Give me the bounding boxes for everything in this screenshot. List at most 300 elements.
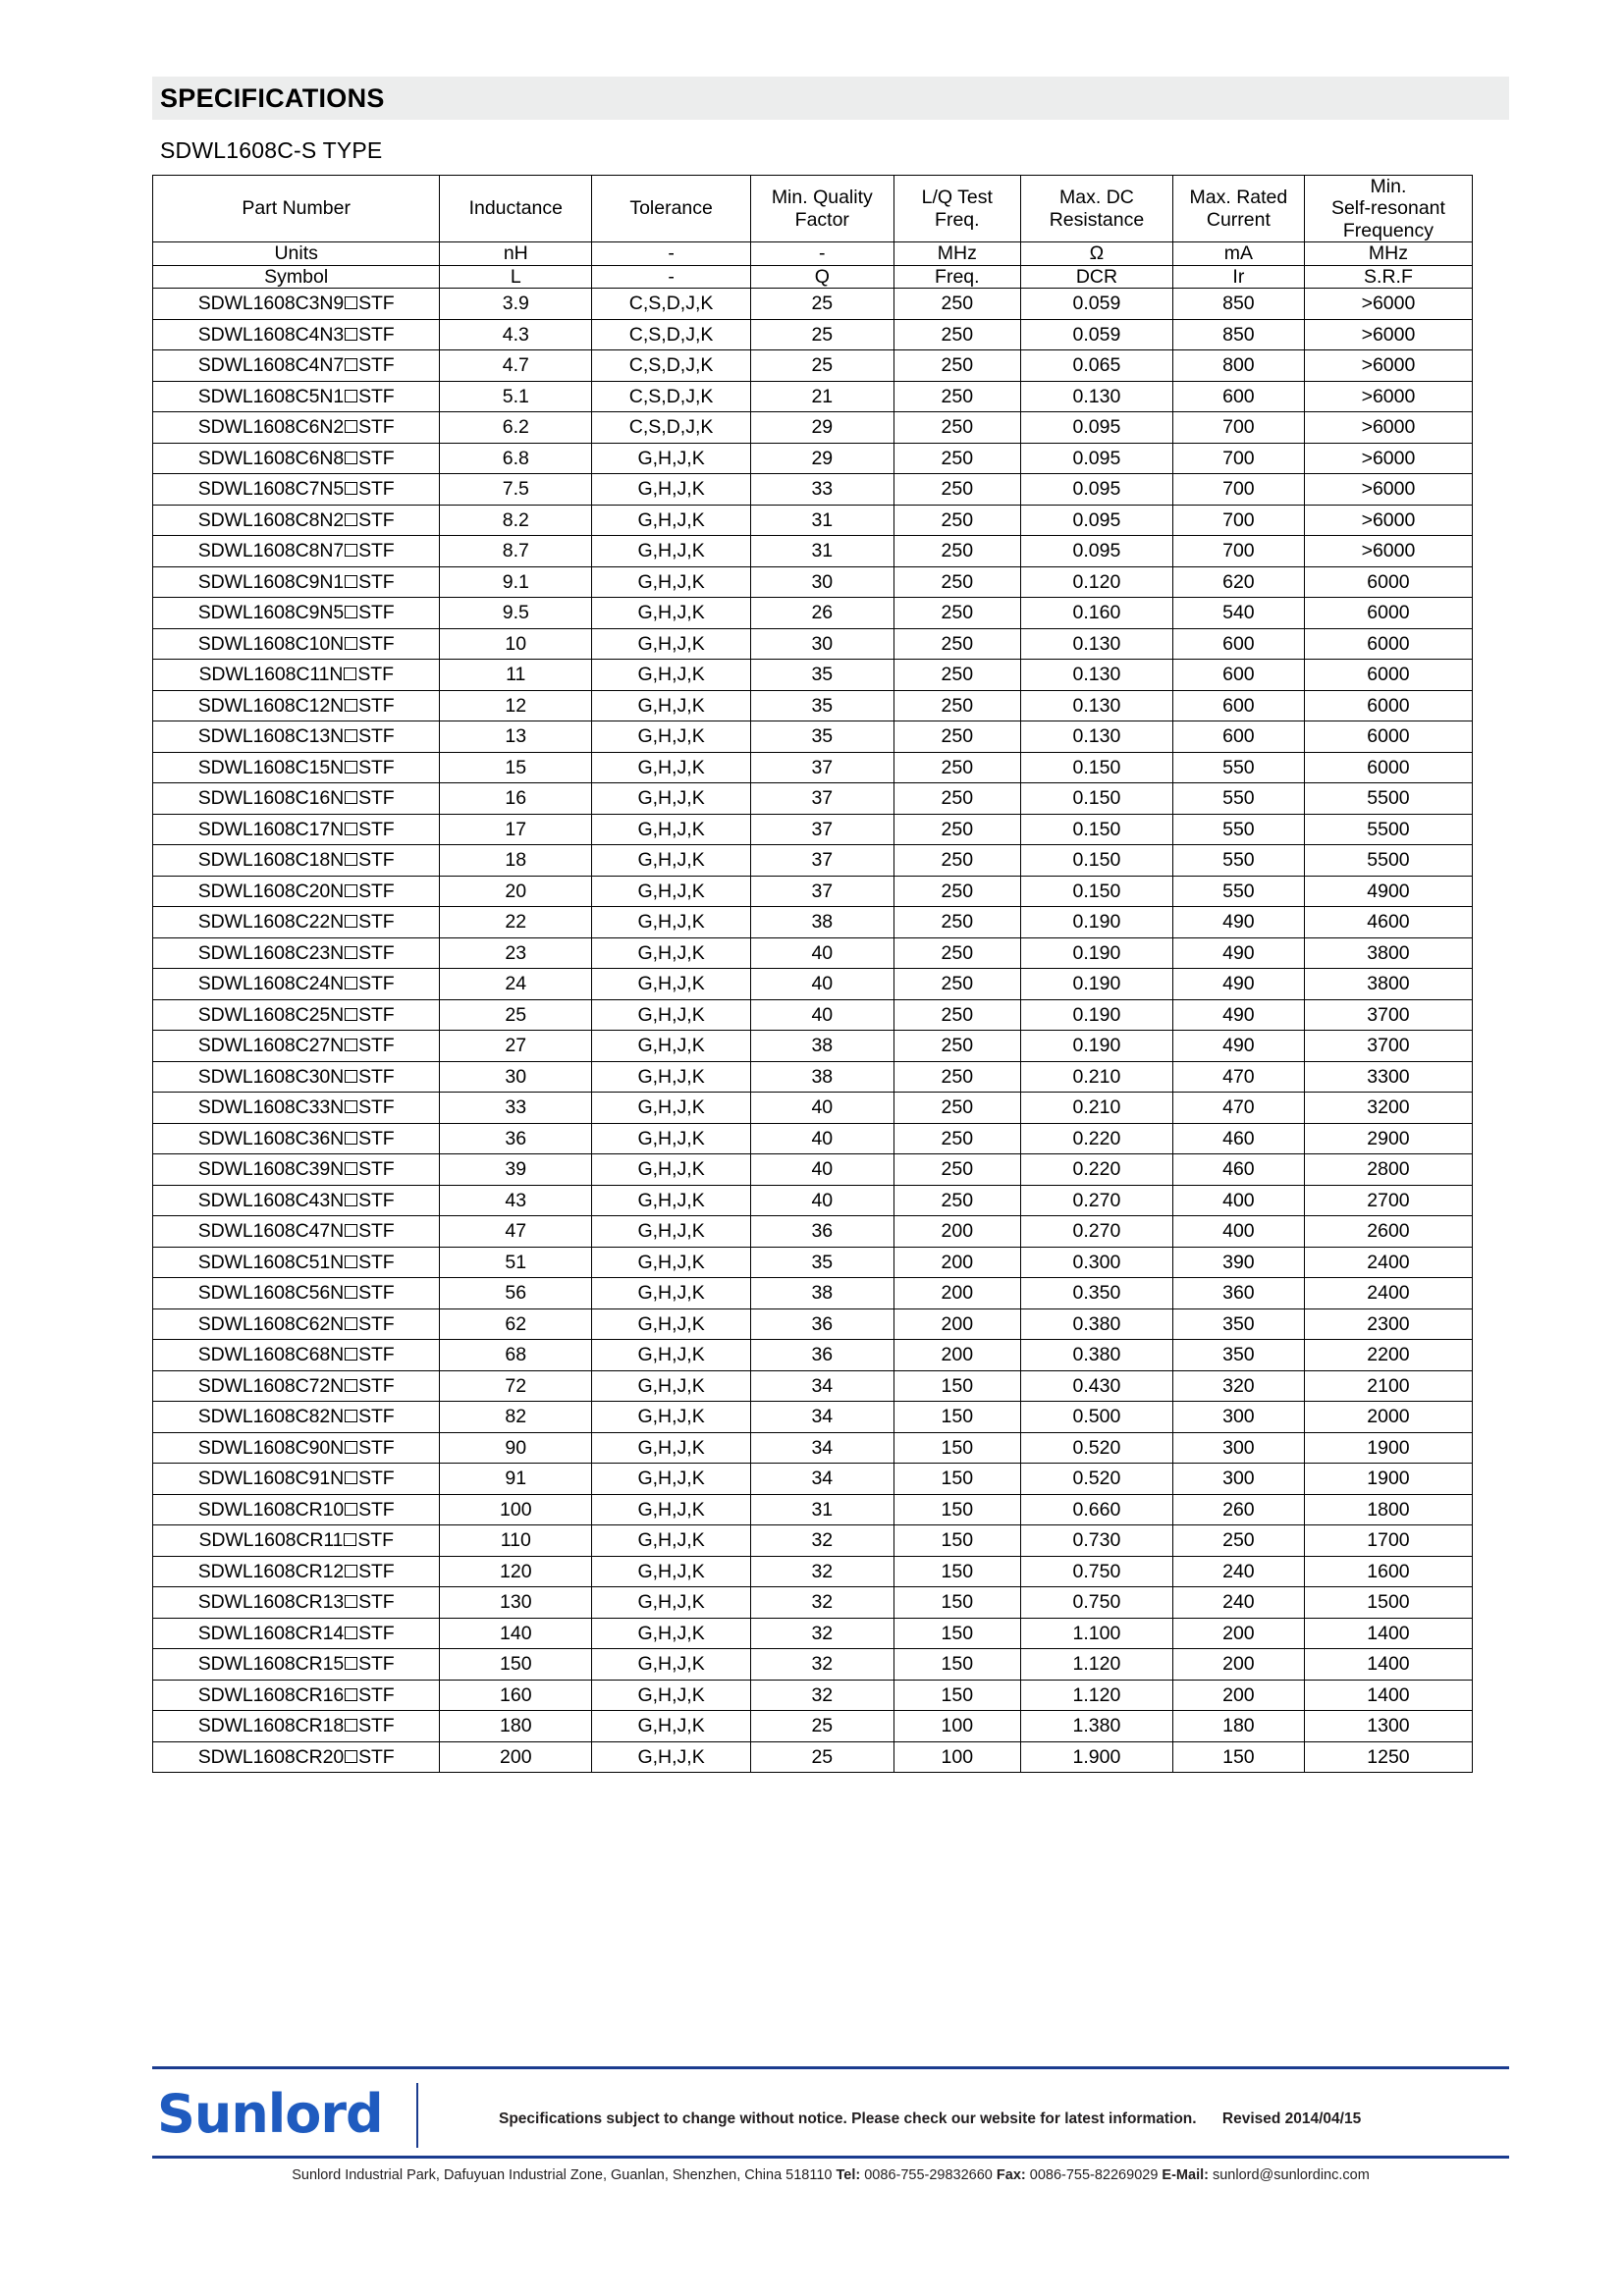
cell-quality-factor: 40 — [750, 1123, 893, 1154]
cell-part-number — [153, 1340, 440, 1371]
footer-disclaimer-text: Specifications subject to change without notice. Please check our website for latest information. — [499, 2110, 1197, 2127]
cell-inductance: 39 — [440, 1154, 592, 1186]
cell-self-resonant-freq: 6000 — [1304, 566, 1472, 598]
cell-test-freq: 250 — [893, 907, 1020, 938]
cell-self-resonant-freq: 6000 — [1304, 660, 1472, 691]
cell-rated-current: 470 — [1172, 1061, 1304, 1093]
cell-dc-resistance: 0.190 — [1021, 969, 1173, 1000]
cell-part-number — [153, 1123, 440, 1154]
cell-rated-current: 490 — [1172, 937, 1304, 969]
cell-quality-factor: 36 — [750, 1308, 893, 1340]
cell-rated-current: 300 — [1172, 1464, 1304, 1495]
cell-inductance: 27 — [440, 1031, 592, 1062]
table-row — [153, 1587, 1473, 1619]
tolerance-code-box-icon — [345, 390, 357, 402]
cell-inductance: 5.1 — [440, 381, 592, 412]
symbol-self-resonant-freq: S.R.F — [1304, 265, 1472, 288]
cell-inductance: 140 — [440, 1618, 592, 1649]
cell-inductance: 110 — [440, 1525, 592, 1557]
cell-inductance: 15 — [440, 752, 592, 783]
table-head — [153, 176, 1473, 289]
part-number-prefix: SDWL1608C33N — [197, 1096, 345, 1119]
cell-quality-factor: 35 — [750, 660, 893, 691]
cell-inductance: 4.7 — [440, 350, 592, 382]
tolerance-code-box-icon — [345, 1441, 357, 1454]
cell-tolerance: G,H,J,K — [592, 969, 751, 1000]
part-number-suffix: STF — [358, 540, 395, 562]
cell-self-resonant-freq: 2800 — [1304, 1154, 1472, 1186]
cell-inductance: 3.9 — [440, 289, 592, 320]
footer-top-rule — [152, 2066, 1509, 2069]
cell-inductance: 30 — [440, 1061, 592, 1093]
cell-test-freq: 150 — [893, 1680, 1020, 1711]
cell-dc-resistance: 0.130 — [1021, 660, 1173, 691]
cell-inductance: 16 — [440, 783, 592, 815]
part-number-suffix: STF — [358, 1189, 395, 1211]
cell-self-resonant-freq: 1400 — [1304, 1649, 1472, 1681]
symbol-rated-current: Ir — [1172, 265, 1304, 288]
tolerance-code-box-icon — [345, 1657, 357, 1670]
cell-quality-factor: 31 — [750, 536, 893, 567]
cell-inductance: 12 — [440, 690, 592, 721]
table-row — [153, 381, 1473, 412]
part-number-prefix: SDWL1608C27N — [197, 1035, 345, 1057]
cell-self-resonant-freq: >6000 — [1304, 381, 1472, 412]
table-row — [153, 1308, 1473, 1340]
table-row — [153, 350, 1473, 382]
table-row — [153, 752, 1473, 783]
cell-tolerance: G,H,J,K — [592, 1618, 751, 1649]
tolerance-code-box-icon — [345, 1100, 357, 1113]
cell-part-number — [153, 1432, 440, 1464]
table-row — [153, 1618, 1473, 1649]
cell-part-number — [153, 1649, 440, 1681]
cell-rated-current: 700 — [1172, 412, 1304, 444]
tolerance-code-box-icon — [345, 1162, 357, 1175]
footer-disclaimer — [499, 2110, 1361, 2128]
cell-self-resonant-freq: 2100 — [1304, 1370, 1472, 1402]
cell-rated-current: 200 — [1172, 1618, 1304, 1649]
tolerance-code-box-icon — [345, 1379, 357, 1392]
cell-inductance: 9.5 — [440, 598, 592, 629]
table-row — [153, 1370, 1473, 1402]
cell-tolerance: G,H,J,K — [592, 1123, 751, 1154]
cell-tolerance: G,H,J,K — [592, 566, 751, 598]
footer-revised-date: Revised 2014/04/15 — [1221, 2110, 1362, 2127]
part-number-prefix: SDWL1608CR14 — [197, 1622, 345, 1644]
cell-quality-factor: 35 — [750, 690, 893, 721]
tolerance-code-box-icon — [345, 915, 357, 928]
table-row — [153, 845, 1473, 877]
cell-test-freq: 250 — [893, 845, 1020, 877]
cell-inductance: 17 — [440, 814, 592, 845]
cell-rated-current: 390 — [1172, 1247, 1304, 1278]
cell-dc-resistance: 1.900 — [1021, 1741, 1173, 1773]
part-number-suffix: STF — [358, 880, 395, 902]
tolerance-code-box-icon — [345, 1595, 357, 1608]
cell-test-freq: 150 — [893, 1587, 1020, 1619]
tolerance-code-box-icon — [345, 575, 357, 588]
cell-quality-factor: 25 — [750, 1711, 893, 1742]
part-number-suffix: STF — [358, 1683, 395, 1706]
cell-rated-current: 400 — [1172, 1216, 1304, 1248]
cell-self-resonant-freq: >6000 — [1304, 412, 1472, 444]
cell-tolerance: G,H,J,K — [592, 1587, 751, 1619]
cell-part-number — [153, 937, 440, 969]
part-number-suffix: STF — [358, 1468, 395, 1490]
table-row — [153, 1402, 1473, 1433]
tolerance-code-box-icon — [345, 1255, 357, 1268]
table-row — [153, 999, 1473, 1031]
page-title: SPECIFICATIONS — [160, 82, 385, 113]
cell-quality-factor: 36 — [750, 1340, 893, 1371]
cell-tolerance: C,S,D,J,K — [592, 319, 751, 350]
table-row — [153, 1093, 1473, 1124]
cell-inductance: 7.5 — [440, 474, 592, 506]
cell-rated-current: 240 — [1172, 1587, 1304, 1619]
cell-test-freq: 150 — [893, 1618, 1020, 1649]
part-number-suffix: STF — [358, 941, 395, 964]
cell-self-resonant-freq: 2000 — [1304, 1402, 1472, 1433]
cell-self-resonant-freq: 1400 — [1304, 1618, 1472, 1649]
cell-inductance: 100 — [440, 1494, 592, 1525]
tolerance-code-box-icon — [345, 1471, 357, 1484]
cell-test-freq: 250 — [893, 1093, 1020, 1124]
cell-test-freq: 250 — [893, 1123, 1020, 1154]
part-number-prefix: SDWL1608C13N — [197, 725, 345, 748]
units-label: Units — [153, 242, 440, 265]
cell-test-freq: 250 — [893, 381, 1020, 412]
cell-test-freq: 250 — [893, 1061, 1020, 1093]
cell-rated-current: 700 — [1172, 536, 1304, 567]
column-header-min-self-resonant-frequency: Min. Self-resonant Frequency — [1304, 176, 1472, 242]
column-header-tolerance: Tolerance — [592, 176, 751, 242]
cell-quality-factor: 37 — [750, 752, 893, 783]
cell-tolerance: G,H,J,K — [592, 1402, 751, 1433]
part-number-prefix: SDWL1608CR13 — [197, 1591, 345, 1614]
footer-fax-value: 0086-755-82269029 — [1025, 2167, 1163, 2183]
cell-tolerance: G,H,J,K — [592, 1185, 751, 1216]
part-number-suffix: STF — [358, 1127, 395, 1149]
footer-vertical-divider — [416, 2083, 418, 2148]
cell-part-number — [153, 1680, 440, 1711]
cell-quality-factor: 32 — [750, 1618, 893, 1649]
cell-tolerance: G,H,J,K — [592, 1464, 751, 1495]
cell-quality-factor: 25 — [750, 1741, 893, 1773]
cell-part-number — [153, 319, 440, 350]
part-number-suffix: STF — [358, 1035, 395, 1057]
cell-part-number — [153, 690, 440, 721]
cell-dc-resistance: 0.120 — [1021, 566, 1173, 598]
part-number-suffix: STF — [358, 1312, 395, 1335]
cell-test-freq: 150 — [893, 1370, 1020, 1402]
symbol-label: Symbol — [153, 265, 440, 288]
cell-test-freq: 250 — [893, 937, 1020, 969]
cell-inductance: 23 — [440, 937, 592, 969]
cell-self-resonant-freq: >6000 — [1304, 474, 1472, 506]
part-number-prefix: SDWL1608C9N1 — [197, 570, 345, 593]
cell-self-resonant-freq: >6000 — [1304, 350, 1472, 382]
cell-part-number — [153, 1741, 440, 1773]
table-row — [153, 814, 1473, 845]
table-row — [153, 1340, 1473, 1371]
cell-self-resonant-freq: 2400 — [1304, 1247, 1472, 1278]
cell-quality-factor: 35 — [750, 1247, 893, 1278]
part-number-prefix: SDWL1608C51N — [197, 1251, 345, 1273]
footer-bottom-rule — [152, 2156, 1509, 2159]
units-inductance: nH — [440, 242, 592, 265]
cell-tolerance: G,H,J,K — [592, 814, 751, 845]
cell-part-number — [153, 289, 440, 320]
cell-test-freq: 150 — [893, 1464, 1020, 1495]
cell-tolerance: G,H,J,K — [592, 1680, 751, 1711]
cell-test-freq: 250 — [893, 319, 1020, 350]
specifications-table — [152, 175, 1473, 1773]
units-quality-factor: - — [750, 242, 893, 265]
part-number-suffix: STF — [358, 1406, 395, 1428]
cell-rated-current: 490 — [1172, 907, 1304, 938]
cell-rated-current: 150 — [1172, 1741, 1304, 1773]
cell-rated-current: 240 — [1172, 1556, 1304, 1587]
table-row — [153, 1278, 1473, 1309]
cell-tolerance: G,H,J,K — [592, 1216, 751, 1248]
cell-self-resonant-freq: >6000 — [1304, 319, 1472, 350]
cell-rated-current: 600 — [1172, 381, 1304, 412]
cell-inductance: 25 — [440, 999, 592, 1031]
cell-quality-factor: 29 — [750, 412, 893, 444]
table-units-row — [153, 242, 1473, 265]
part-number-suffix: STF — [358, 508, 395, 531]
cell-inductance: 200 — [440, 1741, 592, 1773]
cell-rated-current: 550 — [1172, 783, 1304, 815]
cell-self-resonant-freq: 1250 — [1304, 1741, 1472, 1773]
part-number-suffix: STF — [358, 973, 395, 995]
part-number-suffix: STF — [358, 602, 395, 624]
cell-test-freq: 100 — [893, 1711, 1020, 1742]
cell-tolerance: G,H,J,K — [592, 690, 751, 721]
cell-inductance: 150 — [440, 1649, 592, 1681]
cell-self-resonant-freq: 6000 — [1304, 721, 1472, 753]
cell-part-number — [153, 443, 440, 474]
cell-tolerance: G,H,J,K — [592, 1649, 751, 1681]
footer-tel-label: Tel: — [836, 2167, 861, 2183]
cell-tolerance: G,H,J,K — [592, 1494, 751, 1525]
table-row — [153, 907, 1473, 938]
cell-self-resonant-freq: 5500 — [1304, 783, 1472, 815]
cell-tolerance: C,S,D,J,K — [592, 381, 751, 412]
cell-rated-current: 540 — [1172, 598, 1304, 629]
cell-test-freq: 100 — [893, 1741, 1020, 1773]
cell-rated-current: 550 — [1172, 752, 1304, 783]
column-header-inductance: Inductance — [440, 176, 592, 242]
tolerance-code-box-icon — [345, 1348, 357, 1361]
tolerance-code-box-icon — [345, 791, 357, 804]
tolerance-code-box-icon — [345, 699, 357, 712]
cell-inductance: 68 — [440, 1340, 592, 1371]
table-row — [153, 1649, 1473, 1681]
cell-dc-resistance: 0.150 — [1021, 845, 1173, 877]
tolerance-code-box-icon — [345, 853, 357, 866]
table-row — [153, 289, 1473, 320]
cell-dc-resistance: 0.130 — [1021, 628, 1173, 660]
cell-quality-factor: 30 — [750, 566, 893, 598]
cell-dc-resistance: 0.130 — [1021, 721, 1173, 753]
cell-tolerance: G,H,J,K — [592, 1247, 751, 1278]
specifications-header — [152, 77, 1509, 120]
cell-self-resonant-freq: 3200 — [1304, 1093, 1472, 1124]
part-number-suffix: STF — [358, 293, 395, 315]
tolerance-code-box-icon — [345, 1286, 357, 1299]
table-row — [153, 598, 1473, 629]
cell-dc-resistance: 0.520 — [1021, 1464, 1173, 1495]
column-header-part-number: Part Number — [153, 176, 440, 242]
part-number-prefix: SDWL1608C12N — [197, 694, 345, 717]
cell-test-freq: 150 — [893, 1525, 1020, 1557]
cell-self-resonant-freq: 2700 — [1304, 1185, 1472, 1216]
column-header-max-dc-resistance: Max. DC Resistance — [1021, 176, 1173, 242]
cell-rated-current: 700 — [1172, 505, 1304, 536]
symbol-test-freq: Freq. — [893, 265, 1020, 288]
cell-test-freq: 250 — [893, 690, 1020, 721]
table-row — [153, 319, 1473, 350]
part-number-suffix: STF — [358, 1436, 395, 1459]
footer-email-label: E-Mail: — [1162, 2167, 1209, 2183]
part-number-suffix: STF — [358, 570, 395, 593]
part-number-suffix: STF — [358, 354, 395, 377]
cell-self-resonant-freq: 3300 — [1304, 1061, 1472, 1093]
part-number-prefix: SDWL1608C43N — [197, 1189, 345, 1211]
cell-self-resonant-freq: 2400 — [1304, 1278, 1472, 1309]
part-number-suffix: STF — [357, 664, 394, 686]
tolerance-code-box-icon — [345, 1565, 357, 1577]
cell-dc-resistance: 0.270 — [1021, 1216, 1173, 1248]
tolerance-code-box-icon — [345, 1750, 357, 1763]
part-number-suffix: STF — [358, 1282, 395, 1305]
cell-quality-factor: 40 — [750, 1185, 893, 1216]
tolerance-code-box-icon — [345, 946, 357, 959]
table-row — [153, 443, 1473, 474]
cell-quality-factor: 38 — [750, 1061, 893, 1093]
cell-tolerance: G,H,J,K — [592, 1093, 751, 1124]
cell-test-freq: 200 — [893, 1278, 1020, 1309]
cell-tolerance: G,H,J,K — [592, 845, 751, 877]
cell-rated-current: 180 — [1172, 1711, 1304, 1742]
part-number-prefix: SDWL1608C24N — [197, 973, 345, 995]
cell-part-number — [153, 1711, 440, 1742]
cell-quality-factor: 32 — [750, 1649, 893, 1681]
part-number-prefix: SDWL1608C17N — [197, 818, 345, 840]
cell-dc-resistance: 0.150 — [1021, 783, 1173, 815]
cell-self-resonant-freq: >6000 — [1304, 443, 1472, 474]
cell-tolerance: G,H,J,K — [592, 505, 751, 536]
cell-part-number — [153, 1216, 440, 1248]
part-number-prefix: SDWL1608C62N — [197, 1312, 345, 1335]
cell-tolerance: G,H,J,K — [592, 536, 751, 567]
cell-dc-resistance: 0.095 — [1021, 412, 1173, 444]
units-self-resonant-freq: MHz — [1304, 242, 1472, 265]
cell-rated-current: 350 — [1172, 1308, 1304, 1340]
cell-part-number — [153, 783, 440, 815]
cell-quality-factor: 37 — [750, 876, 893, 907]
part-number-suffix: STF — [358, 478, 395, 501]
cell-self-resonant-freq: 1700 — [1304, 1525, 1472, 1557]
cell-quality-factor: 26 — [750, 598, 893, 629]
cell-test-freq: 250 — [893, 876, 1020, 907]
column-header-max-rated-current: Max. Rated Current — [1172, 176, 1304, 242]
cell-tolerance: G,H,J,K — [592, 474, 751, 506]
cell-tolerance: G,H,J,K — [592, 1432, 751, 1464]
tolerance-code-box-icon — [345, 452, 357, 464]
cell-tolerance: G,H,J,K — [592, 1031, 751, 1062]
cell-part-number — [153, 876, 440, 907]
part-number-prefix: SDWL1608C20N — [197, 880, 345, 902]
part-number-prefix: SDWL1608C16N — [197, 787, 345, 810]
part-number-prefix: SDWL1608C91N — [197, 1468, 345, 1490]
cell-rated-current: 550 — [1172, 814, 1304, 845]
cell-quality-factor: 34 — [750, 1402, 893, 1433]
cell-dc-resistance: 0.190 — [1021, 907, 1173, 938]
cell-dc-resistance: 0.059 — [1021, 289, 1173, 320]
cell-test-freq: 150 — [893, 1649, 1020, 1681]
cell-tolerance: G,H,J,K — [592, 1711, 751, 1742]
cell-tolerance: G,H,J,K — [592, 1525, 751, 1557]
tolerance-code-box-icon — [345, 1132, 357, 1145]
symbol-inductance: L — [440, 265, 592, 288]
cell-test-freq: 250 — [893, 628, 1020, 660]
cell-rated-current: 600 — [1172, 721, 1304, 753]
table-row — [153, 1680, 1473, 1711]
cell-part-number — [153, 1093, 440, 1124]
cell-self-resonant-freq: 5500 — [1304, 845, 1472, 877]
cell-rated-current: 400 — [1172, 1185, 1304, 1216]
cell-part-number — [153, 1556, 440, 1587]
tolerance-code-box-icon — [345, 884, 357, 897]
cell-rated-current: 490 — [1172, 999, 1304, 1031]
part-number-prefix: SDWL1608C8N7 — [197, 540, 345, 562]
cell-rated-current: 550 — [1172, 845, 1304, 877]
table-row — [153, 1123, 1473, 1154]
table-row — [153, 1061, 1473, 1093]
cell-test-freq: 250 — [893, 999, 1020, 1031]
part-number-prefix: SDWL1608C4N3 — [197, 323, 345, 346]
table-row — [153, 1031, 1473, 1062]
cell-quality-factor: 30 — [750, 628, 893, 660]
footer-address — [152, 2167, 1509, 2183]
cell-inductance: 160 — [440, 1680, 592, 1711]
cell-inductance: 4.3 — [440, 319, 592, 350]
table-row — [153, 1741, 1473, 1773]
table-row — [153, 536, 1473, 567]
cell-tolerance: G,H,J,K — [592, 721, 751, 753]
cell-dc-resistance: 0.130 — [1021, 690, 1173, 721]
cell-dc-resistance: 0.150 — [1021, 752, 1173, 783]
cell-dc-resistance: 0.750 — [1021, 1587, 1173, 1619]
part-number-prefix: SDWL1608C23N — [197, 941, 345, 964]
table-row — [153, 937, 1473, 969]
part-number-prefix: SDWL1608C36N — [197, 1127, 345, 1149]
cell-quality-factor: 32 — [750, 1587, 893, 1619]
cell-inductance: 90 — [440, 1432, 592, 1464]
cell-self-resonant-freq: 6000 — [1304, 752, 1472, 783]
part-number-prefix: SDWL1608CR16 — [197, 1683, 345, 1706]
part-number-suffix: STF — [358, 1220, 395, 1243]
cell-part-number — [153, 412, 440, 444]
footer-email-value: sunlord@sunlordinc.com — [1208, 2167, 1370, 2183]
cell-tolerance: G,H,J,K — [592, 783, 751, 815]
part-number-suffix: STF — [358, 787, 395, 810]
cell-rated-current: 700 — [1172, 474, 1304, 506]
cell-tolerance: G,H,J,K — [592, 876, 751, 907]
